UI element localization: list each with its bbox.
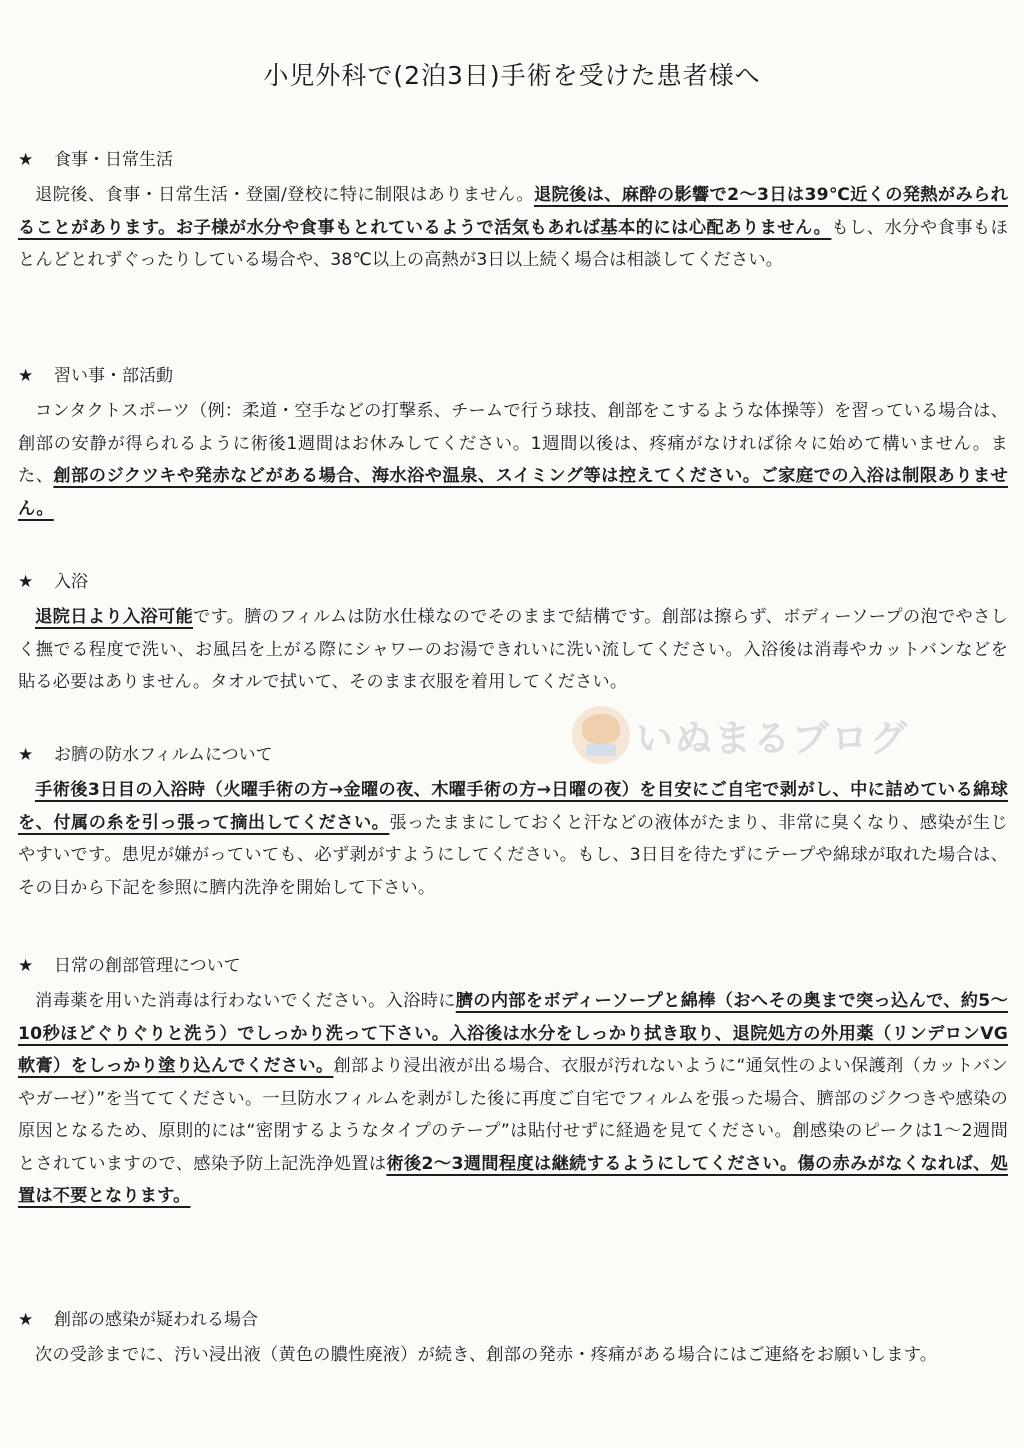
body-text: です。臍のフィルムは防水仕様なのでそのままで結構です。創部は擦らず、ボディーソープの泡でやさしく撫でる程度で洗い、お風呂を上がる際にシャワーのお湯できれいに洗い流してください。入浴後は消毒やカットバンなどを貼る必要はありません。タオルで拭いて、そのまま衣服を着用してください。 bbox=[18, 607, 1008, 692]
section-body bbox=[18, 179, 1008, 277]
section-daily-wound-care bbox=[18, 954, 1008, 1213]
star-icon: ★ bbox=[18, 572, 34, 592]
body-text: 張ったままにしておくと汗などの液体がたまり、非常に臭くなり、感染が生じやすいです。患児が嫌がっていても、必ず剥がすようにしてください。もし、3日目を待たずにテープや綿球が取れた場合は、その日から下記を参照に臍内洗浄を開始して下さい。 bbox=[18, 812, 1008, 898]
section-heading-text: 習い事・部活動 bbox=[54, 366, 173, 386]
section-bathing bbox=[18, 570, 1008, 699]
section-heading bbox=[18, 570, 1008, 594]
page-title: 小児外科で(2泊3日)手術を受けた患者様へ bbox=[263, 61, 761, 90]
section-meal-daily-life bbox=[18, 148, 1008, 277]
section-heading-text: 日常の創部管理について bbox=[54, 956, 241, 976]
section-heading bbox=[18, 1308, 1008, 1332]
section-suspected-infection bbox=[18, 1308, 1008, 1372]
body-text-underlined: 退院後は、麻酔の影響で2～3日は39℃近くの発熱がみられることがあります。お子様が水分や食事もとれているようで活気もあれば基本的には心配ありません。 bbox=[18, 185, 1008, 238]
section-lessons-club bbox=[18, 364, 1008, 525]
watermark-text: いぬまるブログ bbox=[636, 717, 909, 760]
section-heading bbox=[18, 954, 1008, 978]
star-icon: ★ bbox=[18, 1310, 34, 1330]
section-heading-text: 食事・日常生活 bbox=[54, 150, 173, 170]
section-heading-text: 創部の感染が疑われる場合 bbox=[54, 1310, 258, 1330]
body-text: 次の受診までに、汚い浸出液（黄色の膿性廃液）が続き、創部の発赤・疼痛がある場合にはご連絡をお願いします。 bbox=[35, 1345, 938, 1365]
section-body bbox=[18, 1339, 1008, 1372]
star-icon: ★ bbox=[18, 745, 34, 765]
body-text-underlined: 退院日より入浴可能 bbox=[35, 607, 193, 627]
section-heading bbox=[18, 743, 1008, 767]
section-body bbox=[18, 601, 1008, 699]
section-heading bbox=[18, 364, 1008, 388]
section-body bbox=[18, 985, 1008, 1213]
section-heading-text: お臍の防水フィルムについて bbox=[54, 745, 273, 765]
body-text: もし、水分や食事もほとんどとれずぐったりしている場合や、38℃以上の高熱が3日以上続く場合は相談してください。 bbox=[18, 217, 1008, 270]
star-icon: ★ bbox=[18, 150, 34, 170]
section-body bbox=[18, 774, 1008, 904]
star-icon: ★ bbox=[18, 956, 34, 976]
body-text: 創部より浸出液が出る場合、衣服が汚れないように“通気性のよい保護剤（カットバンやガーゼ）”を当ててください。一旦防水フィルムを剥がした後に再度ご自宅でフィルムを張った場合、臍部のジクつきや感染の原因となるため、原則的には“密閉するようなタイプのテープ”は貼付せずに経過を見てください。創感染のピークは1～2週間とされていますので、感染予防上記洗浄処置は bbox=[18, 1056, 1008, 1174]
body-text-underlined: 臍の内部をボディーソープと綿棒（おへその奥まで突っ込んで、約5～10秒ほどぐりぐりと洗う）でしっかり洗って下さい。入浴後は水分をしっかり拭き取り、退院処方の外用薬（リンデロンVG軟膏）をしっかり塗り込んでください。 bbox=[18, 991, 1008, 1076]
section-heading-text: 入浴 bbox=[54, 572, 88, 592]
section-body bbox=[18, 395, 1008, 525]
body-text-underlined: 術後2～3週間程度は継続するようにしてください。傷の赤みがなくなれば、処置は不要となります。 bbox=[18, 1153, 1008, 1206]
section-heading bbox=[18, 148, 1008, 172]
body-text: 消毒薬を用いた消毒は行わないでください。入浴時に bbox=[35, 991, 456, 1011]
section-navel-waterproof-film bbox=[18, 743, 1008, 904]
star-icon: ★ bbox=[18, 366, 34, 386]
body-text: コンタクトスポーツ（例：柔道・空手などの打撃系、チームで行う球技、創部をこするような体操等）を習っている場合は、創部の安静が得られるように術後1週間はお休みしてください。1週間以後は、疼痛がなければ徐々に始めて構いません。また、 bbox=[18, 401, 1008, 486]
body-text-underlined: 手術後3日目の入浴時（火曜手術の方→金曜の夜、木曜手術の方→日曜の夜）を目安にご自宅で剥がし、中に詰めている綿球を、付属の糸を引っ張って摘出してください。 bbox=[18, 780, 1008, 833]
body-text: 退院後、食事・日常生活・登園/登校に特に制限はありません。 bbox=[35, 185, 534, 205]
body-text-underlined: 創部のジクツキや発赤などがある場合、海水浴や温泉、スイミング等は控えてください。ご家庭での入浴は制限ありません。 bbox=[18, 466, 1008, 519]
